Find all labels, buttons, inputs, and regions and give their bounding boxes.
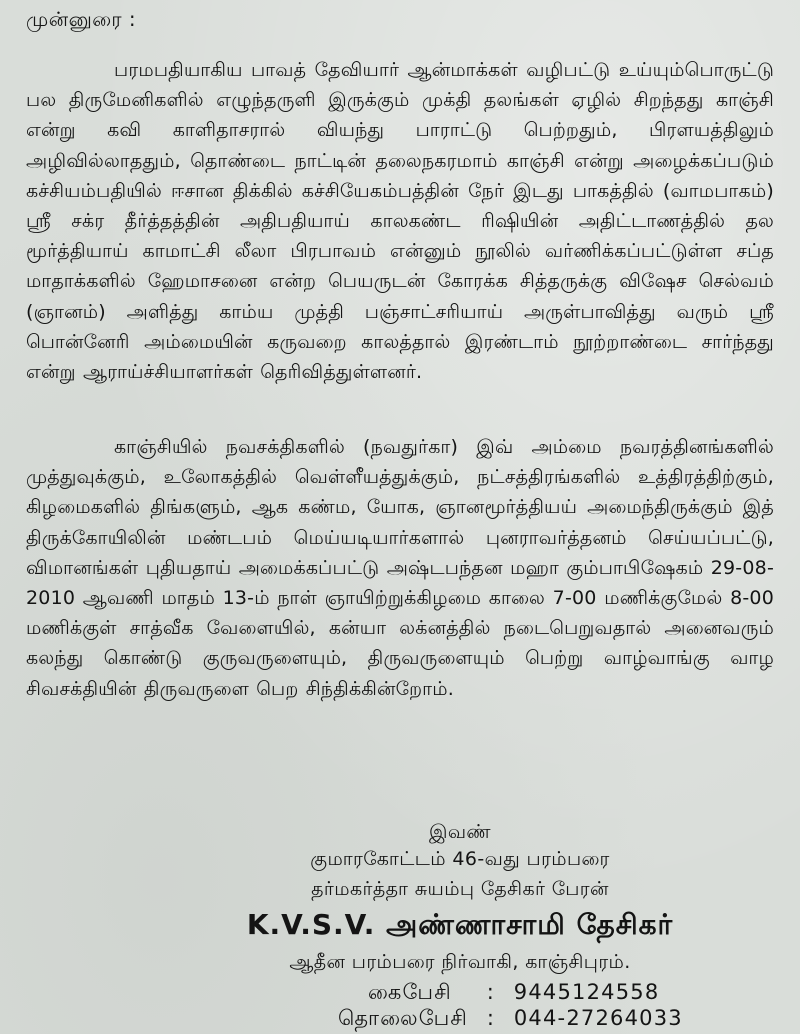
- signature-lineage-line: குமாரகோட்டம் 46-வது பரம்பரை: [310, 848, 610, 870]
- paragraph-consecration: காஞ்சியில் நவசக்திகளில் (நவதுர்கா) இவ் அம்மை நவரத்தினங்களில் முத்துவுக்கும், உலோகத்தில் வெள்ளீயத்துக்கும், நட்சத்திரங்களில் உத்திரத்திற்கும், கிழமைகளில் திங்களும், ஆக கண்ம, யோக, ஞானமூர்த்தியய் அமைந்திருக்கும் இத் திருக்கோயிலின் மண்டபம் மெய்யடியார்களால் புனராவர்த்தனம் செய்யப்பட்டு, விமானங்கள் புதியதாய் அமைக்கப்பட்டு அஷ்டபந்தன மஹா கும்பாபிஷேகம் 29-08-2010 ஆவணி மாதம் 13-ம் நாள் ஞாயிற்றுக்கிழமை காலை 7-00 மணிக்குமேல் 8-00 மணிக்குள் சாத்வீக வேளையில், கன்யா லக்னத்தில் நடைபெறுவதால் அனைவரும் கலந்து கொண்டு குருவருளையும், திருவருளையும் பெற்று வாழ்வாங்கு வாழ சிவசக்தியின் திருவருளை பெற சிந்திக்கின்றோம்.: [26, 436, 774, 700]
- mobile-number: 9445124558: [513, 980, 660, 1004]
- mobile-label: கைபேசி: [368, 980, 452, 1004]
- phone-label: தொலைபேசி: [338, 1006, 469, 1030]
- preface-heading: முன்னுரை :: [26, 7, 137, 31]
- mobile-contact: [368, 978, 659, 1006]
- signature-title-line: ஆதீன பரம்பரை நிர்வாகி, காஞ்சிபுரம்.: [289, 951, 631, 973]
- phone-contact: [338, 1004, 683, 1032]
- paragraph-history: பரமபதியாகிய பாவத் தேவியார் ஆன்மாக்கள் வழிபட்டு உய்யும்பொருட்டு பல திருமேனிகளில் எழுந்தருளி இருக்கும் முக்தி தலங்கள் ஏழில் சிறந்தது காஞ்சி என்று கவி காளிதாசரால் வியந்து பாராட்டு பெற்றதும், பிரளயத்திலும் அழிவில்லாததும், தொண்டை நாட்டின் தலைநகரமாம் காஞ்சி என்று அழைக்கப்படும் கச்சியம்பதியில் ஈசான திக்கில் கச்சியேகம்பத்தின் நேர் இடது பாகத்தில் (வாமபாகம்) ஸ்ரீ சக்ர தீர்த்தத்தின் அதிபதியாய் காலகண்ட ரிஷியின் அதிட்டாணத்தில் தல மூர்த்தியாய் காமாட்சி லீலா பிரபாவம் என்னும் நூலில் வர்ணிக்கப்பட்டுள்ள சப்த மாதாக்களில் ஹேமாசனை என்ற பெயருடன் கோரக்க சித்தருக்கு விஷேச செல்வம் (ஞானம்) அளித்து காம்ய முத்தி பஞ்சாட்சரியாய் அருள்பாவித்து வரும் ஸ்ரீ பொன்னேரி அம்மையின் கருவறை காலத்தால் இரண்டாம் நூற்றாண்டை சார்ந்தது என்று ஆராய்ச்சியாளர்கள் தெரிவித்துள்ளனர்.: [26, 59, 774, 384]
- mobile-separator: :: [486, 980, 496, 1004]
- signature-from-label: இவண்: [428, 821, 492, 843]
- phone-number: 044-27264033: [513, 1006, 683, 1030]
- signature-trustee-line: தர்மகர்த்தா சுயம்பு தேசிகர் பேரன்: [311, 878, 609, 900]
- signatory-name: K.V.S.V. அண்ணாசாமி தேசிகர்: [246, 908, 674, 941]
- phone-separator: :: [486, 1006, 496, 1030]
